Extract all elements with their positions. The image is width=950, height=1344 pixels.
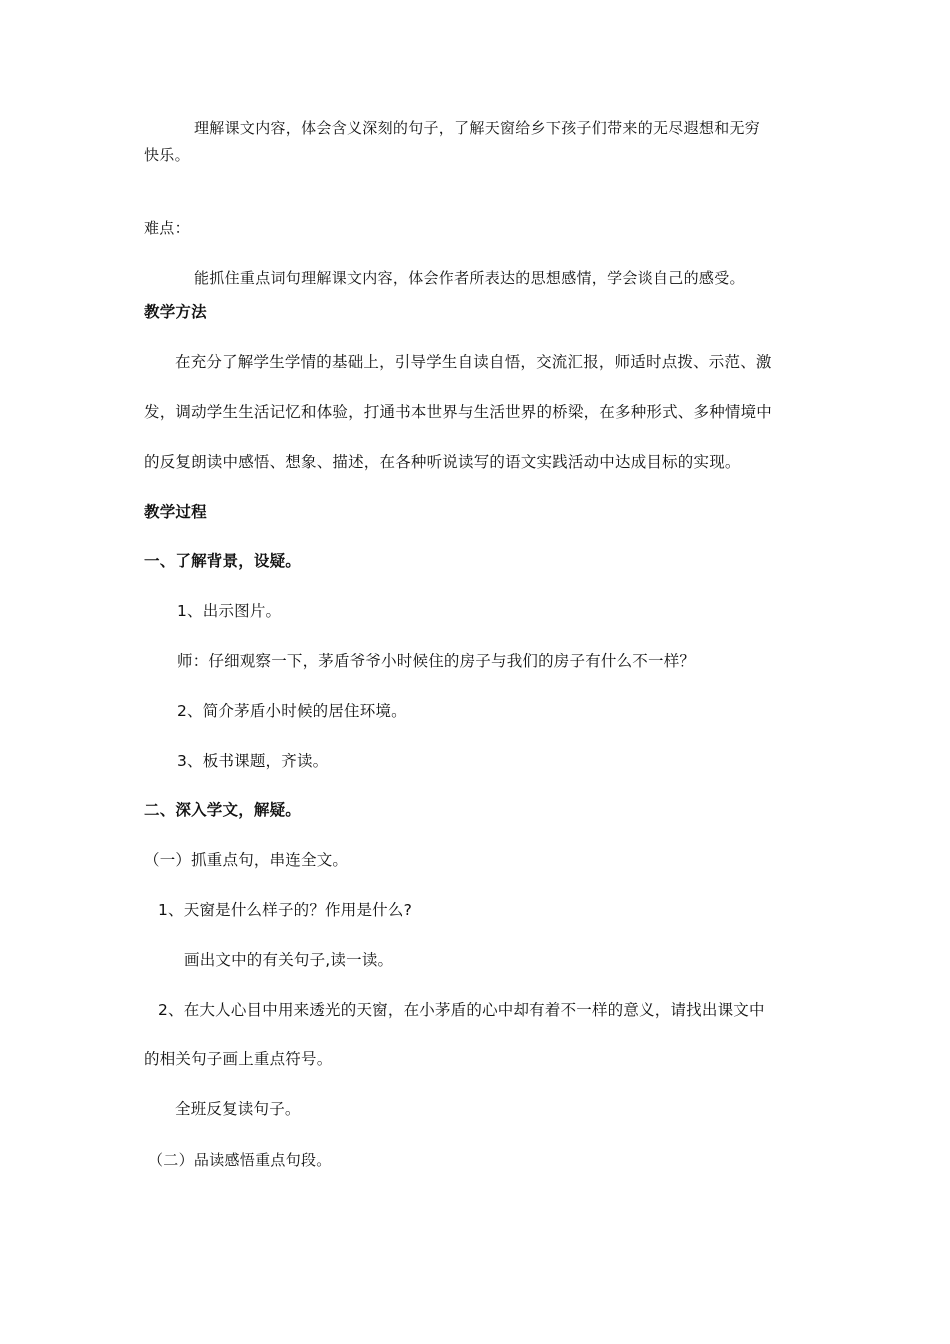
section-2-question-1: 1、天窗是什么样子的？作用是什么? (158, 901, 412, 919)
method-line-2: 发，调动学生生活记忆和体验，打通书本世界与生活世界的桥梁，在多种形式、多种情境中 (144, 403, 773, 421)
section-1-item-1: 1、出示图片。 (177, 602, 282, 620)
objective-line-1: 理解课文内容，体会含义深刻的句子，了解天窗给乡下孩子们带来的无尽遐想和无穷 (194, 119, 761, 137)
section-1-teacher-question: 师：仔细观察一下，茅盾爷爷小时候住的房子与我们的房子有什么不一样？ (177, 652, 696, 670)
section-2-question-2-line-2: 的相关句子画上重点符号。 (144, 1050, 333, 1068)
section-2-heading: 二、深入学文，解疑。 (144, 801, 302, 819)
section-2-question-1-task: 画出文中的有关句子,读一读。 (184, 951, 394, 969)
section-1-item-2: 2、简介茅盾小时候的居住环境。 (177, 702, 407, 720)
section-2-subsection-1: （一）抓重点句，串连全文。 (144, 851, 349, 869)
section-2-subsection-2: （二）品读感悟重点句段。 (148, 1151, 332, 1169)
method-line-1: 在充分了解学生学情的基础上，引导学生自读自悟，交流汇报，师适时点拨、示范、激 (175, 353, 772, 371)
method-line-3: 的反复朗读中感悟、想象、描述，在各种听说读写的语文实践活动中达成目标的实现。 (144, 453, 741, 471)
section-1-item-3: 3、板书课题，齐读。 (177, 752, 329, 770)
process-heading: 教学过程 (144, 503, 207, 521)
section-2-question-2-line-1: 2、在大人心目中用来透光的天窗，在小茅盾的心中却有着不一样的意义，请找出课文中 (158, 1001, 765, 1019)
section-1-heading: 一、了解背景，设疑。 (144, 552, 302, 570)
difficulty-text: 能抓住重点词句理解课文内容，体会作者所表达的思想感情，学会谈自己的感受。 (194, 269, 745, 287)
objective-line-2: 快乐。 (144, 146, 190, 164)
method-heading: 教学方法 (144, 303, 207, 321)
section-2-read-aloud: 全班反复读句子。 (175, 1100, 301, 1118)
difficulty-label: 难点： (144, 219, 190, 237)
